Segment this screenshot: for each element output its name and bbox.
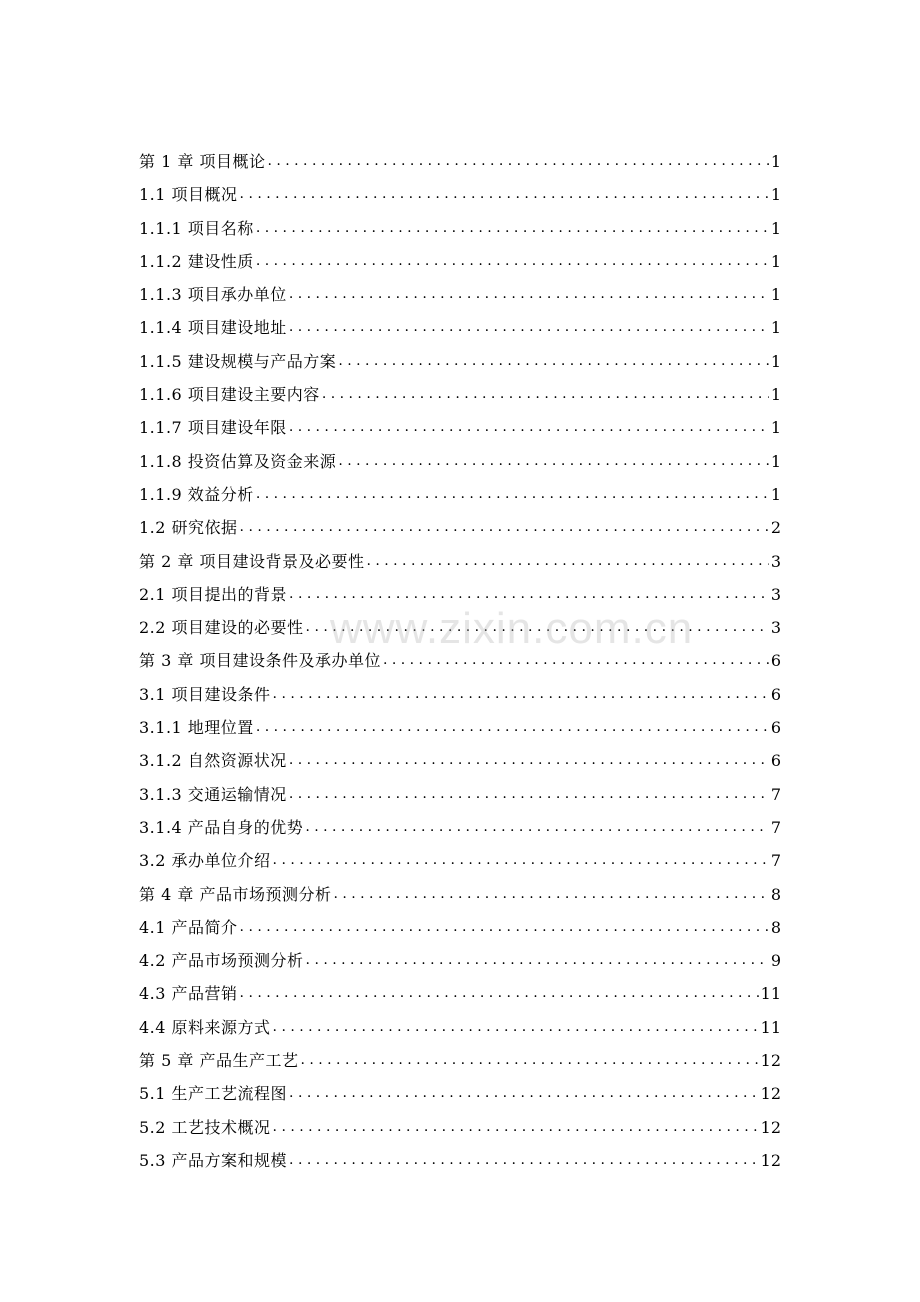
toc-entry[interactable] <box>139 545 781 578</box>
toc-entry-title: 1.2 研究依据 <box>139 518 238 538</box>
toc-entry[interactable] <box>139 511 781 544</box>
toc-dot-leader <box>273 1011 759 1044</box>
toc-entry-page-number: 3 <box>770 618 781 638</box>
toc-entry[interactable] <box>139 278 781 311</box>
toc-entry-title: 3.1 项目建设条件 <box>139 684 271 704</box>
toc-dot-leader <box>256 478 769 511</box>
toc-dot-leader <box>240 911 769 944</box>
toc-entry-page-number: 12 <box>760 1150 781 1170</box>
toc-entry-title: 5.1 生产工艺流程图 <box>139 1084 288 1104</box>
toc-entry[interactable] <box>139 744 781 777</box>
toc-entry-page-number: 3 <box>770 551 781 571</box>
toc-dot-leader <box>289 1077 759 1110</box>
toc-entry-title: 3.1.4 产品自身的优势 <box>139 817 304 837</box>
toc-dot-leader <box>289 278 769 311</box>
toc-entry-title: 4.2 产品市场预测分析 <box>139 951 304 971</box>
toc-dot-leader <box>306 611 769 644</box>
toc-entry[interactable] <box>139 578 781 611</box>
toc-entry-page-number: 8 <box>770 884 781 904</box>
toc-entry-page-number: 1 <box>770 251 781 271</box>
toc-entry-page-number: 7 <box>770 817 781 837</box>
toc-entry[interactable] <box>139 1077 781 1110</box>
toc-entry-title: 4.1 产品简介 <box>139 917 238 937</box>
toc-entry-title: 1.1.7 项目建设年限 <box>139 418 287 438</box>
toc-entry[interactable] <box>139 911 781 944</box>
toc-dot-leader <box>256 245 769 278</box>
toc-dot-leader <box>289 578 769 611</box>
toc-entry-title: 第 1 章 项目概论 <box>139 152 266 171</box>
toc-entry[interactable] <box>139 1011 781 1044</box>
toc-dot-leader <box>383 644 769 677</box>
toc-entry[interactable] <box>139 878 781 911</box>
toc-entry-title: 第 3 章 项目建设条件及承办单位 <box>139 651 381 671</box>
toc-entry[interactable] <box>139 644 781 677</box>
toc-entry-page-number: 11 <box>760 984 781 1004</box>
toc-entry-title: 1.1.1 项目名称 <box>139 218 254 238</box>
toc-dot-leader <box>289 744 769 777</box>
toc-entry[interactable] <box>139 1044 781 1077</box>
toc-entry-page-number: 6 <box>770 751 781 771</box>
toc-dot-leader <box>267 145 768 178</box>
toc-entry-title: 2.2 项目建设的必要性 <box>139 618 304 638</box>
toc-dot-leader <box>256 212 769 245</box>
toc-entry-title: 5.3 产品方案和规模 <box>139 1150 288 1170</box>
toc-entry-title: 第 5 章 产品生产工艺 <box>139 1051 299 1071</box>
toc-dot-leader <box>256 711 769 744</box>
toc-entry-title: 第 2 章 项目建设背景及必要性 <box>139 551 365 571</box>
toc-dot-leader <box>338 345 769 378</box>
toc-entry-title: 3.1.2 自然资源状况 <box>139 751 287 771</box>
toc-entry-title: 1.1.8 投资估算及资金来源 <box>139 451 337 471</box>
toc-entry-title: 1.1.2 建设性质 <box>139 251 254 271</box>
toc-entry[interactable] <box>139 1111 781 1144</box>
toc-dot-leader <box>289 411 769 444</box>
toc-entry-title: 3.2 承办单位介绍 <box>139 851 271 871</box>
toc-entry-page-number: 1 <box>770 318 781 338</box>
toc-dot-leader <box>338 445 769 478</box>
watermark: www.zixin.com.cn <box>330 604 694 653</box>
toc-entry-page-number: 1 <box>770 218 781 238</box>
toc-dot-leader <box>306 944 769 977</box>
toc-entry-title: 3.1.1 地理位置 <box>139 718 254 738</box>
table-of-contents <box>139 145 781 1177</box>
toc-entry-page-number: 8 <box>770 917 781 937</box>
toc-entry[interactable] <box>139 944 781 977</box>
toc-entry-page-number: 1 <box>770 285 781 305</box>
toc-entry[interactable] <box>139 811 781 844</box>
toc-entry-title: 3.1.3 交通运输情况 <box>139 784 287 804</box>
toc-entry-title: 第 4 章 产品市场预测分析 <box>139 884 332 904</box>
toc-entry[interactable] <box>139 212 781 245</box>
toc-entry-page-number: 1 <box>770 152 781 171</box>
toc-entry-page-number: 1 <box>770 385 781 405</box>
toc-entry-page-number: 1 <box>770 351 781 371</box>
toc-entry-page-number: 1 <box>770 418 781 438</box>
toc-entry-page-number: 1 <box>770 484 781 504</box>
toc-entry[interactable] <box>139 245 781 278</box>
toc-entry-page-number: 9 <box>770 951 781 971</box>
toc-entry[interactable] <box>139 145 781 178</box>
toc-dot-leader <box>322 378 769 411</box>
toc-entry-title: 1.1 项目概况 <box>139 185 238 205</box>
toc-entry[interactable] <box>139 178 781 211</box>
toc-entry-page-number: 6 <box>770 651 781 671</box>
toc-entry-title: 5.2 工艺技术概况 <box>139 1117 271 1137</box>
toc-dot-leader <box>300 1044 758 1077</box>
toc-dot-leader <box>366 545 768 578</box>
toc-dot-leader <box>289 778 769 811</box>
toc-entry-title: 1.1.9 效益分析 <box>139 484 254 504</box>
toc-dot-leader <box>273 678 769 711</box>
toc-entry[interactable] <box>139 678 781 711</box>
toc-dot-leader <box>240 977 759 1010</box>
toc-entry-page-number: 1 <box>770 185 781 205</box>
toc-dot-leader <box>240 178 769 211</box>
toc-entry-page-number: 7 <box>770 784 781 804</box>
toc-dot-leader <box>273 844 769 877</box>
toc-entry-page-number: 6 <box>770 718 781 738</box>
toc-dot-leader <box>240 511 769 544</box>
toc-entry[interactable] <box>139 478 781 511</box>
toc-entry-title: 2.1 项目提出的背景 <box>139 584 288 604</box>
toc-dot-leader <box>289 311 769 344</box>
toc-entry[interactable] <box>139 778 781 811</box>
toc-entry-page-number: 2 <box>770 518 781 538</box>
toc-entry-page-number: 12 <box>760 1051 781 1071</box>
toc-entry-page-number: 7 <box>770 851 781 871</box>
toc-entry[interactable] <box>139 311 781 344</box>
toc-entry[interactable] <box>139 611 781 644</box>
toc-entry-title: 1.1.4 项目建设地址 <box>139 318 287 338</box>
toc-entry-title: 1.1.6 项目建设主要内容 <box>139 385 320 405</box>
toc-entry-page-number: 11 <box>760 1017 781 1037</box>
toc-entry[interactable] <box>139 411 781 444</box>
toc-entry-page-number: 12 <box>760 1084 781 1104</box>
toc-entry[interactable] <box>139 711 781 744</box>
toc-entry[interactable] <box>139 844 781 877</box>
toc-entry[interactable] <box>139 445 781 478</box>
toc-dot-leader <box>273 1111 759 1144</box>
toc-entry[interactable] <box>139 977 781 1010</box>
toc-entry-title: 1.1.5 建设规模与产品方案 <box>139 351 337 371</box>
toc-dot-leader <box>289 1144 759 1177</box>
toc-entry-page-number: 3 <box>770 584 781 604</box>
toc-entry[interactable] <box>139 1144 781 1177</box>
toc-dot-leader <box>333 878 768 911</box>
toc-entry-page-number: 1 <box>770 451 781 471</box>
toc-entry-page-number: 12 <box>760 1117 781 1137</box>
toc-entry-page-number: 6 <box>770 684 781 704</box>
toc-entry-title: 4.4 原料来源方式 <box>139 1017 271 1037</box>
toc-entry[interactable] <box>139 345 781 378</box>
toc-entry-title: 1.1.3 项目承办单位 <box>139 285 287 305</box>
toc-entry-title: 4.3 产品营销 <box>139 984 238 1004</box>
toc-entry[interactable] <box>139 378 781 411</box>
toc-dot-leader <box>305 811 769 844</box>
